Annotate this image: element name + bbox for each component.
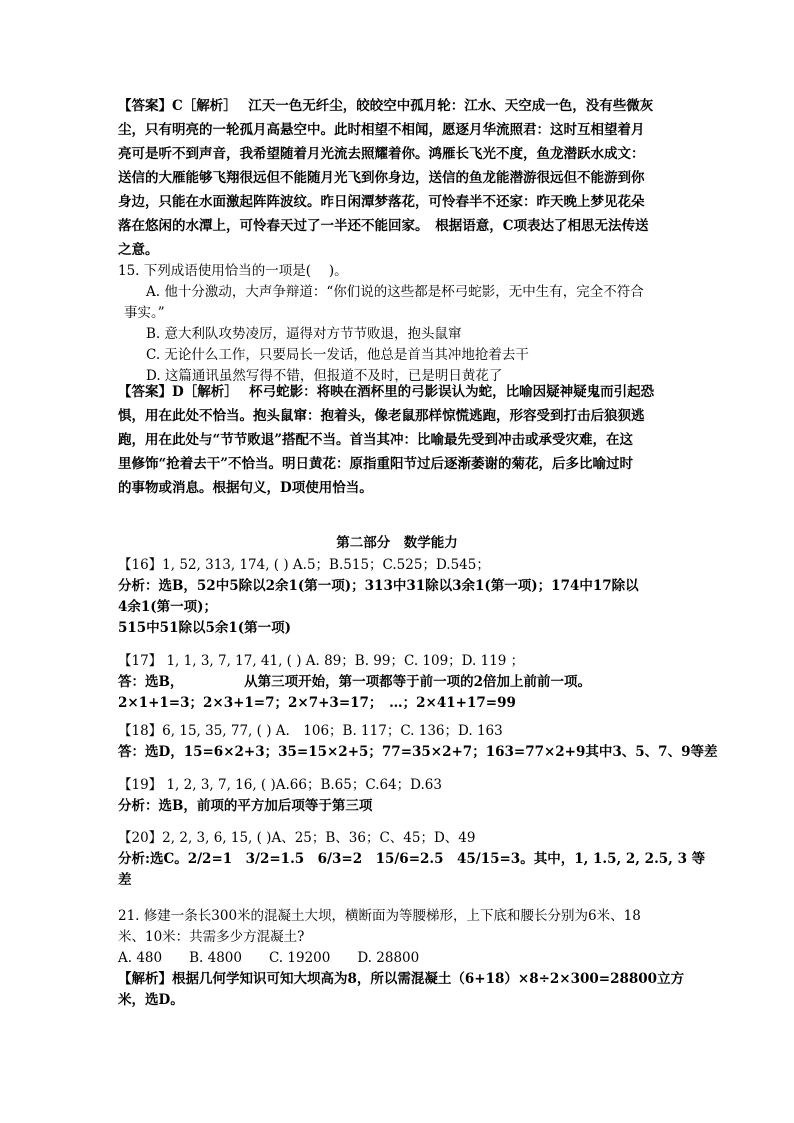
- q18-block: [118, 721, 718, 763]
- q15-option: C. 无论什么工作，只要局长一发话，他总是首当其冲地抢着去干: [146, 347, 529, 363]
- q16-stem: 【16】1, 52, 313, 174, ( ) A.5；B.515；C.525；D.545；: [118, 557, 490, 573]
- q15-option: D. 这篇通讯虽然写得不错，但报道不及时，已是明日黄花了: [146, 368, 503, 384]
- q18-stem: 【18】6, 15, 35, 77, ( ) A. 106；B. 117；C. 136；D. 163: [118, 723, 503, 739]
- q20-analysis: 分析:选C。2/2=1 3/2=1.5 6/3=2 15/6=2.5 45/15=3。其中，1, 1.5, 2, 2.5, 3 等: [118, 851, 706, 867]
- q17-block: [118, 651, 678, 714]
- q16-analysis: 515中51除以5余1(第一项): [118, 620, 292, 636]
- q19-stem: 【19】 1, 2, 3, 7, 16, ( )A.66；B.65；C.64；D.63: [118, 777, 442, 793]
- q19-block: [118, 775, 678, 817]
- q15-answer-line: 里修饰“抢着去干”不恰当。明日黄花：原指重阳节过后逐渐萎谢的菊花，后多比喻过时: [118, 456, 634, 472]
- q21-analysis: 【解析】根据几何学知识可知大坝高为8，所以需混凝土（6+18）×8÷2×300=28800立方: [118, 971, 685, 987]
- q19-analysis: 分析：选B，前项的平方加后项等于第三项: [118, 798, 373, 814]
- section-title: 第二部分 数学能力: [336, 535, 458, 551]
- q15-option: B. 意大利队攻势凌厉，逼得对方节节败退，抱头鼠窜: [146, 326, 462, 342]
- q15-answer-line: 跑，用在此处与“节节败退”搭配不当。首当其冲：比喻最先受到冲击或承受灾难，在这: [118, 432, 634, 448]
- q20-stem: 【20】2, 2, 3, 6, 15, ( )A、25；B、36；C、45；D、49: [118, 830, 476, 846]
- q18-analysis: 答：选D，15=6×2+3；35=15×2+5；77=35×2+7；163=77×2+9其中3、5、7、9等差: [118, 744, 718, 760]
- q21-stem: 米、10米：共需多少方混凝土?: [118, 929, 305, 945]
- q15-answer-block: [118, 380, 678, 500]
- q14-answer-line: 之意。: [118, 242, 159, 258]
- q17-stem: 【17】 1, 1, 3, 7, 17, 41, ( ) A. 89；B. 99；C. 109；D. 119 ；: [118, 653, 525, 669]
- q20-analysis: 差: [118, 872, 132, 888]
- q21-block: [118, 906, 685, 1011]
- q21-analysis: 米，选D。: [118, 992, 184, 1008]
- q17-analysis: 答：选B， 从第三项开始，第一项都等于前一项的2倍加上前前一项。: [118, 674, 592, 690]
- q15-block: [118, 261, 678, 387]
- q15-answer-line: 的事物或消息。根据句义，D项使用恰当。: [118, 480, 373, 496]
- q14-answer-line: 尘，只有明亮的一轮孤月高悬空中。此时相望不相闻，愿逐月华流照君：这时互相望着月: [118, 122, 645, 138]
- q14-answer-line: 送信的大雁能够飞翔很远但不能随月光飞到你身边，送信的鱼龙能潜游很远但不能游到你: [118, 170, 645, 186]
- q14-answer-line: 【答案】C［解析］ 江天一色无纤尘，皎皎空中孤月轮：江水、天空成一色，没有些微灰: [118, 98, 654, 114]
- q16-analysis: 分析：选B，52中5除以2余1(第一项)；313中31除以3余1(第一项)；174中17除以: [118, 578, 639, 594]
- q14-answer-line: 身边，只能在水面激起阵阵波纹。昨日闲潭梦落花，可怜春半不还家：昨天晚上梦见花朵: [118, 194, 645, 210]
- q16-analysis: 4余1(第一项)；: [118, 599, 218, 615]
- q21-options: A. 480 B. 4800 C. 19200 D. 28800: [118, 950, 420, 966]
- q16-block: [118, 555, 678, 639]
- q14-answer-block: [118, 94, 678, 262]
- q20-block: [118, 828, 706, 891]
- q14-answer-line: 落在悠闲的水潭上，可怜春天过了一半还不能回家。 根据语意，C项表达了相思无法传送: [118, 218, 649, 234]
- q15-option: 事实。”: [124, 305, 165, 321]
- q15-option: A. 他十分激动，大声争辩道：“你们说的这些都是杯弓蛇影，无中生有，完全不符合: [146, 284, 644, 300]
- q17-analysis: 2×1+1=3；2×3+1=7；2×7+3=17； …；2×41+17=99: [118, 695, 516, 711]
- q14-answer-line: 亮可是听不到声音，我希望随着月光流去照耀着你。鸿雁长飞光不度，鱼龙潜跃水成文：: [118, 146, 645, 162]
- q21-stem: 21. 修建一条长300米的混凝土大坝，横断面为等腰梯形，上下底和腰长分别为6米、18: [118, 908, 641, 924]
- q15-stem: 15. 下列成语使用恰当的一项是( )。: [118, 263, 348, 279]
- q15-answer-line: 惧，用在此处不恰当。抱头鼠窜：抱着头，像老鼠那样惊慌逃跑，形容受到打击后狼狈逃: [118, 408, 645, 424]
- q15-answer-line: 【答案】D［解析］ 杯弓蛇影：将映在酒杯里的弓影误认为蛇，比喻因疑神疑鬼而引起恐: [118, 384, 655, 400]
